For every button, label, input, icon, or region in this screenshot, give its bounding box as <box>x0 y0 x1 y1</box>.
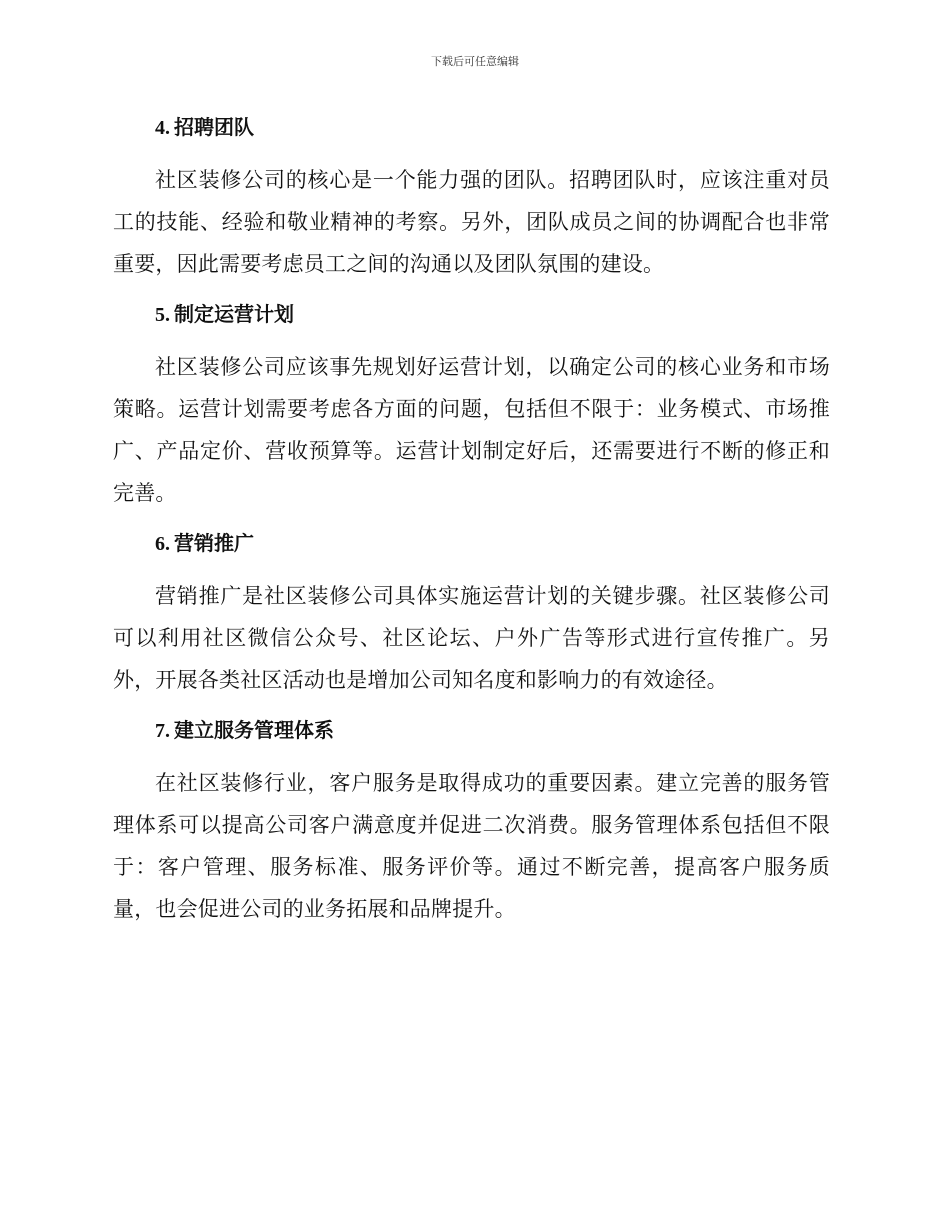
section-heading <box>113 299 830 330</box>
section-title: 制定运营计划 <box>174 302 294 326</box>
section-title: 招聘团队 <box>174 115 254 139</box>
section-number: 7. <box>155 720 170 742</box>
section-title: 建立服务管理体系 <box>174 718 334 742</box>
page-header: 下载后可任意编辑 <box>431 55 519 68</box>
section-operation-plan <box>113 299 830 514</box>
section-recruit-team <box>113 112 830 285</box>
section-number: 5. <box>155 304 170 326</box>
section-paragraph: 在社区装修行业，客户服务是取得成功的重要因素。建立完善的服务管理体系可以提高公司客户满意度并促进二次消费。服务管理体系包括但不限于：客户管理、服务标准、服务评价等。通过不断完善，提高客户服务质量，也会促进公司的业务拓展和品牌提升。 <box>113 771 830 921</box>
section-heading <box>113 112 830 143</box>
section-marketing <box>113 528 830 701</box>
section-heading <box>113 715 830 746</box>
section-number: 6. <box>155 533 170 555</box>
section-paragraph: 社区装修公司应该事先规划好运营计划，以确定公司的核心业务和市场策略。运营计划需要考虑各方面的问题，包括但不限于：业务模式、市场推广、产品定价、营收预算等。运营计划制定好后，还需要进行不断的修正和完善。 <box>113 355 830 505</box>
document-body <box>113 112 830 944</box>
section-heading <box>113 528 830 559</box>
section-service-system <box>113 715 830 930</box>
section-number: 4. <box>155 117 170 139</box>
section-paragraph: 营销推广是社区装修公司具体实施运营计划的关键步骤。社区装修公司可以利用社区微信公众号、社区论坛、户外广告等形式进行宣传推广。另外，开展各类社区活动也是增加公司知名度和影响力的有效途径。 <box>113 584 830 692</box>
section-title: 营销推广 <box>174 531 254 555</box>
section-paragraph: 社区装修公司的核心是一个能力强的团队。招聘团队时，应该注重对员工的技能、经验和敬业精神的考察。另外，团队成员之间的协调配合也非常重要，因此需要考虑员工之间的沟通以及团队氛围的建设。 <box>113 168 830 276</box>
